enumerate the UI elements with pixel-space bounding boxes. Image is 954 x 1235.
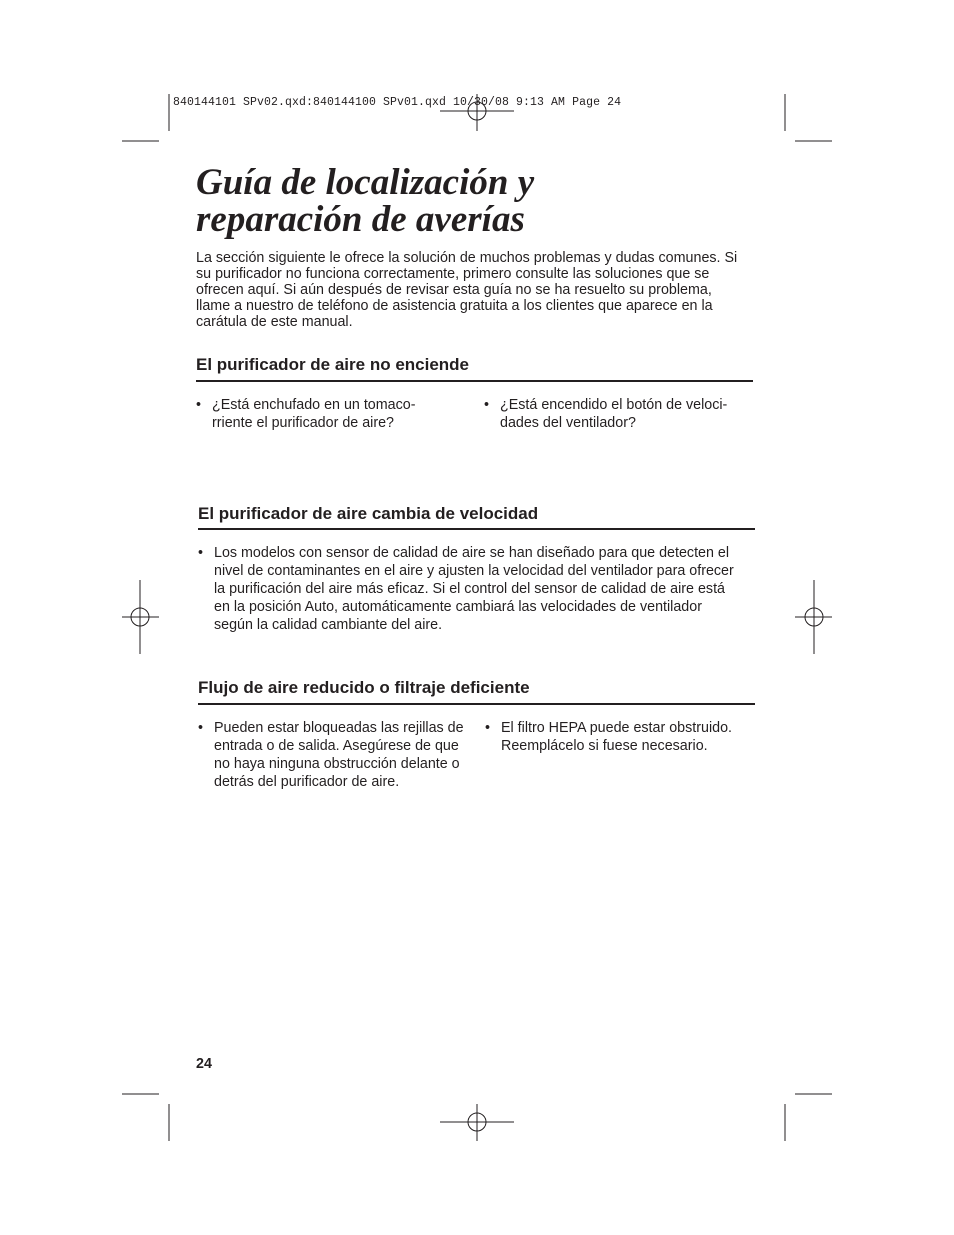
bullet-line: nivel de contaminantes en el aire y ajusten la velocidad del ventilador para ofrecer <box>214 563 734 579</box>
bullet-line: detrás del purificador de aire. <box>214 774 400 790</box>
bullet-line: rriente el purificador de aire? <box>212 415 394 431</box>
printer-slug: 840144101 SPv02.qxd:840144100 SPv01.qxd 10/30/08 9:13 AM Page 24 <box>173 96 622 109</box>
bullet-line: no haya ninguna obstrucción delante o <box>214 756 460 772</box>
page-number: 24 <box>196 1056 212 1072</box>
registration-mark-bottom <box>440 1104 514 1141</box>
section-heading-cambia-velocidad: El purificador de aire cambia de velocidad <box>198 504 539 523</box>
bullet-line: • ¿Está encendido el botón de veloci- <box>500 397 728 413</box>
intro-paragraph: La sección siguiente le ofrece la solución de muchos problemas y dudas comunes. Si su purificador no funciona correctamente, primero consulte las soluciones que se ofrecen aquí. Si aún después de revisar esta guía no se ha resuelto su problema, llame a nuestro de teléfono de asistencia gratuita a los clientes que aparece en la carátula de este manual. <box>196 250 738 330</box>
registration-mark-top <box>440 94 514 131</box>
registration-mark-right <box>795 580 832 654</box>
title-line-2: reparación de averías <box>196 199 525 240</box>
registration-mark-left <box>122 580 159 654</box>
bullet-line: la purificación del aire más eficaz. Si el control del sensor de calidad de aire está <box>214 581 725 597</box>
bullet-line: • ¿Está enchufado en un tomaco- <box>212 397 416 413</box>
bullet-line: entrada o de salida. Asegúrese de que <box>214 738 459 754</box>
bullet-line: • Pueden estar bloqueadas las rejillas de <box>214 720 464 736</box>
section-heading-no-enciende: El purificador de aire no enciende <box>196 355 470 374</box>
bullet-line: dades del ventilador? <box>500 415 636 431</box>
bullet-line: • Los modelos con sensor de calidad de aire se han diseñado para que detecten el <box>214 545 730 561</box>
bullet-line: en la posición Auto, automáticamente cambiará las velocidades de ventilador <box>214 599 702 615</box>
title-line-1: Guía de localización y <box>196 162 535 203</box>
bullet-line: Reemplácelo si fuese necesario. <box>501 738 708 754</box>
bullet-line: • El filtro HEPA puede estar obstruido. <box>501 720 732 736</box>
section-heading-flujo-reducido: Flujo de aire reducido o filtraje deficiente <box>198 678 530 697</box>
bullet-line: según la calidad cambiante del aire. <box>214 617 443 633</box>
